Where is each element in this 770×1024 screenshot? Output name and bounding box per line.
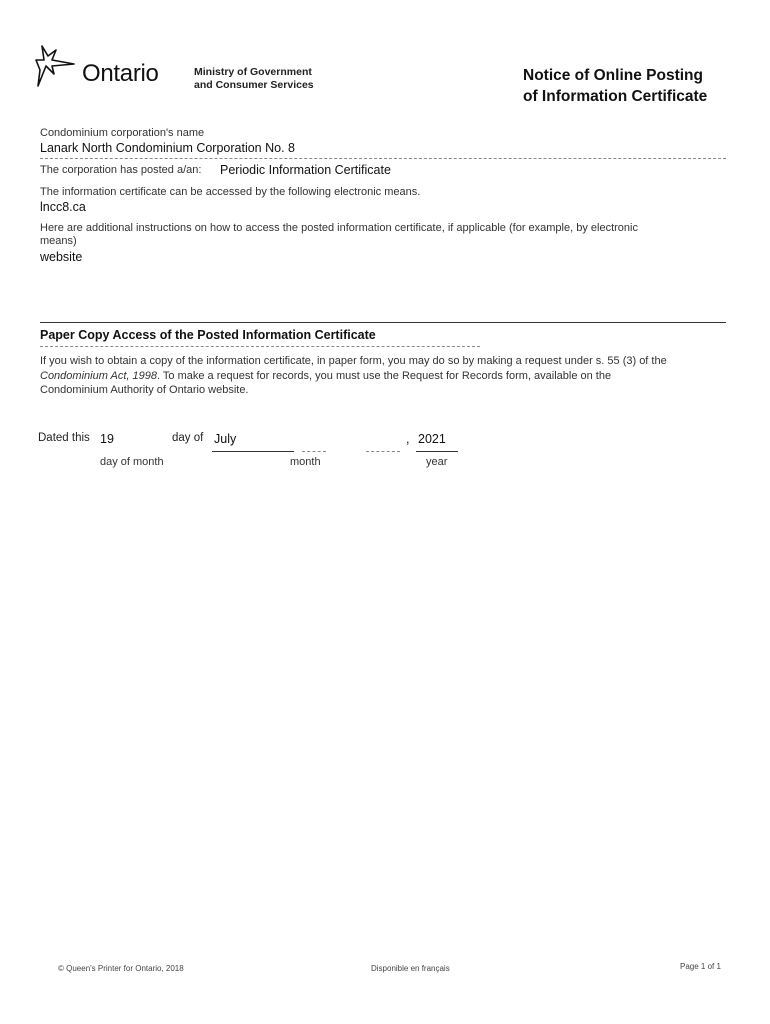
- document-title: [523, 65, 707, 107]
- year-caption: year: [426, 456, 448, 468]
- day-of-label: day of: [172, 432, 204, 444]
- heading-underline: [40, 346, 480, 347]
- access-label: The information certificate can be accessed by the following electronic means.: [40, 186, 421, 198]
- footer-copyright: © Queen's Printer for Ontario, 2018: [58, 964, 184, 973]
- month-underline: [212, 451, 294, 452]
- year-underline: [416, 451, 458, 452]
- paper-copy-heading: Paper Copy Access of the Posted Information Certificate: [40, 328, 376, 342]
- ontario-wordmark: Ontario: [82, 60, 159, 87]
- footer-french: Disponible en français: [371, 964, 450, 973]
- access-value: lncc8.ca: [40, 200, 86, 214]
- ministry-name: [194, 66, 314, 92]
- corp-name-value: Lanark North Condominium Corporation No. 8: [40, 141, 295, 155]
- month-underline-dash: [302, 451, 326, 452]
- comma-underline-dash: [366, 451, 400, 452]
- section-divider: [40, 322, 726, 323]
- footer-page-number: Page 1 of 1: [680, 962, 721, 971]
- instructions-value: website: [40, 250, 83, 264]
- posted-label: The corporation has posted a/an:: [40, 164, 202, 176]
- ministry-line-2: and Consumer Services: [194, 79, 314, 91]
- paper-line-2-rest: . To make a request for records, you must use the Request for Records form, available on the: [157, 369, 612, 382]
- month-caption: month: [290, 456, 321, 468]
- ministry-line-1: Ministry of Government: [194, 66, 312, 78]
- dated-prefix: Dated this: [38, 432, 90, 444]
- day-caption: day of month: [100, 456, 164, 468]
- paper-line-2: [40, 369, 730, 384]
- instructions-label: [40, 222, 730, 248]
- corp-name-label: Condominium corporation's name: [40, 127, 205, 139]
- document-title-line-1: Notice of Online Posting: [523, 67, 703, 84]
- month-value: July: [214, 432, 237, 446]
- paper-line-1: If you wish to obtain a copy of the information certificate, in paper form, you may do so by making a request under s. 55 (3) of the: [40, 355, 667, 367]
- date-comma: ,: [406, 432, 410, 446]
- paper-copy-paragraph: [40, 354, 730, 398]
- paper-line-3: Condominium Authority of Ontario website.: [40, 384, 249, 396]
- instructions-label-line-2: means): [40, 235, 77, 247]
- corp-name-underline: [40, 158, 726, 159]
- document-title-line-2: of Information Certificate: [523, 88, 708, 105]
- act-name: Condominium Act, 1998: [40, 369, 157, 382]
- day-value: 19: [100, 432, 114, 446]
- year-value: 2021: [418, 432, 446, 446]
- posted-value: Periodic Information Certificate: [220, 163, 391, 177]
- instructions-label-line-1: Here are additional instructions on how to access the posted information certificate, if applicable (for example, by electronic: [40, 222, 638, 234]
- trillium-logo-icon: [34, 42, 78, 92]
